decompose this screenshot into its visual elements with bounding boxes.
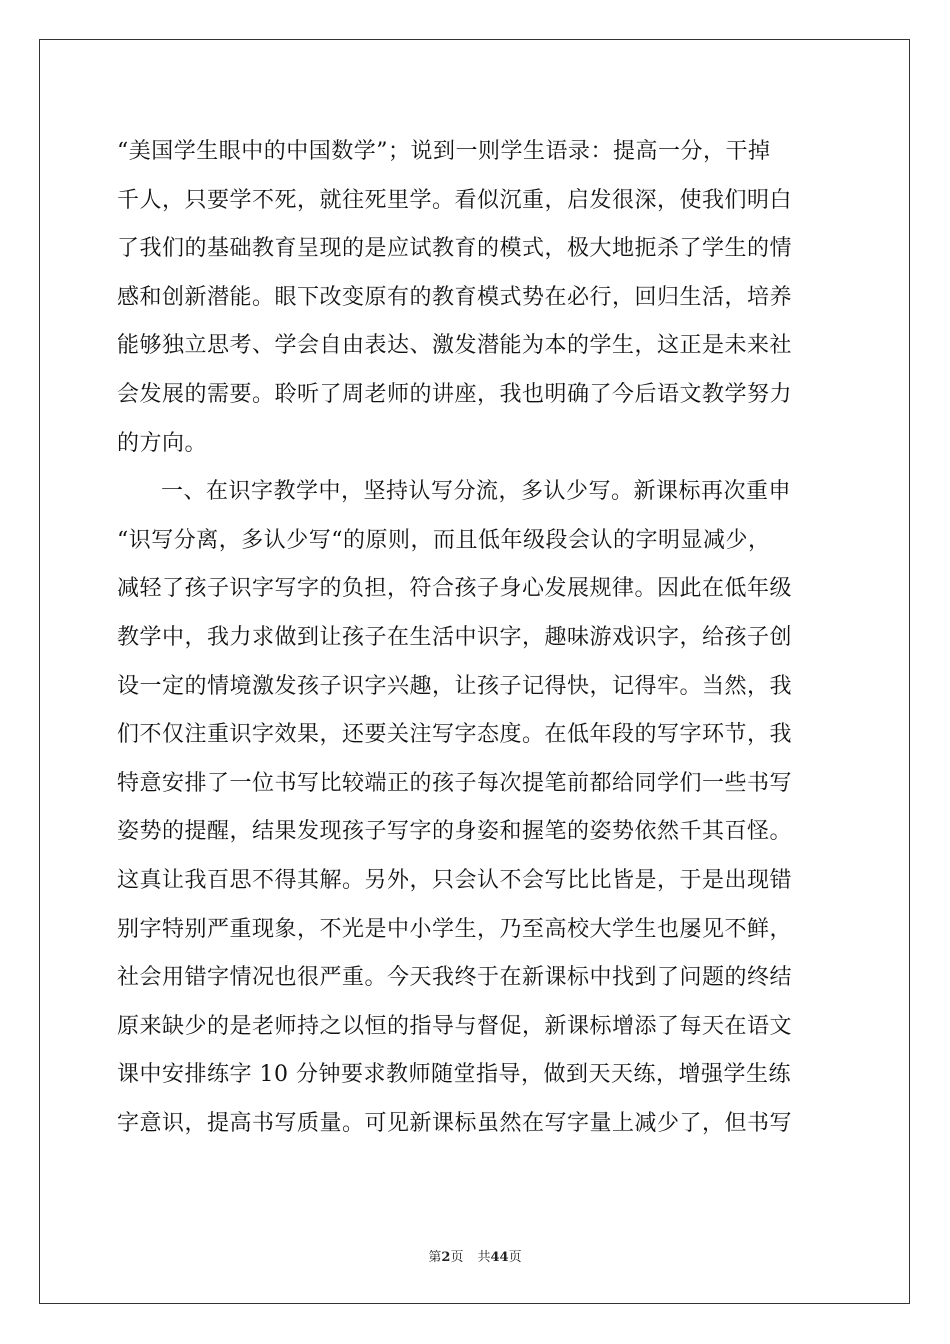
text-line: 感和创新潜能。眼下改变原有的教育模式势在必行，回归生活，培养 xyxy=(117,284,793,310)
page-number-prefix: 第 xyxy=(428,1250,442,1265)
page-footer xyxy=(0,1246,950,1265)
total-pages: 44 xyxy=(490,1250,509,1265)
text-line: 减轻了孩子识字写字的负担，符合孩子身心发展规律。因此在低年级 xyxy=(117,576,793,602)
text-line: 社会用错字情况也很严重。今天我终于在新课标中找到了问题的终结 xyxy=(117,965,793,991)
document-body xyxy=(117,128,837,1148)
text-line: 字意识，提高书写质量。可见新课标虽然在写字量上减少了，但书写 xyxy=(117,1110,793,1136)
text-line: 教学中，我力求做到让孩子在生活中识字，趣味游戏识字，给孩子创 xyxy=(117,624,793,650)
text-line: 这真让我百思不得其解。另外，只会认不会写比比皆是，于是出现错 xyxy=(117,867,793,893)
text-line: 能够独立思考、学会自由表达、激发潜能为本的学生，这正是未来社 xyxy=(117,333,793,359)
text-line: 课中安排练字 10 分钟要求教师随堂指导，做到天天练，增强学生练 xyxy=(117,1062,791,1088)
text-line: 们不仅注重识字效果，还要关注写字态度。在低年段的写字环节，我 xyxy=(117,722,793,748)
page-number: 2 xyxy=(441,1250,451,1265)
total-pages-prefix: 共 xyxy=(477,1250,491,1265)
text-line: 千人，只要学不死，就往死里学。看似沉重，启发很深，使我们明白 xyxy=(117,187,793,213)
paragraph-start-line: 一、在识字教学中，坚持认写分流，多认少写。新课标再次重申 xyxy=(161,479,792,505)
page-number-suffix: 页 xyxy=(450,1250,464,1265)
text-line: 原来缺少的是老师持之以恒的指导与督促，新课标增添了每天在语文 xyxy=(117,1013,793,1039)
text-line: 了我们的基础教育呈现的是应试教育的模式，极大地扼杀了学生的情 xyxy=(117,236,793,262)
text-line: 会发展的需要。聆听了周老师的讲座，我也明确了今后语文教学努力 xyxy=(117,381,793,407)
text-line: 姿势的提醒，结果发现孩子写字的身姿和握笔的姿势依然千其百怪。 xyxy=(117,819,793,845)
text-line: “美国学生眼中的中国数学”；说到一则学生语录：提高一分，干掉 xyxy=(117,139,771,164)
text-line: 特意安排了一位书写比较端正的孩子每次提笔前都给同学们一些书写 xyxy=(117,770,793,796)
text-line: 的方向。 xyxy=(117,430,208,456)
total-pages-suffix: 页 xyxy=(508,1250,522,1265)
text-line: 设一定的情境激发孩子识字兴趣，让孩子记得快，记得牢。当然，我 xyxy=(117,673,793,699)
text-line: “识写分离，多认少写“的原则，而且低年级段会认的字明显减少， xyxy=(117,527,771,553)
text-line: 别字特别严重现象，不光是中小学生，乃至高校大学生也屡见不鲜， xyxy=(117,916,793,942)
